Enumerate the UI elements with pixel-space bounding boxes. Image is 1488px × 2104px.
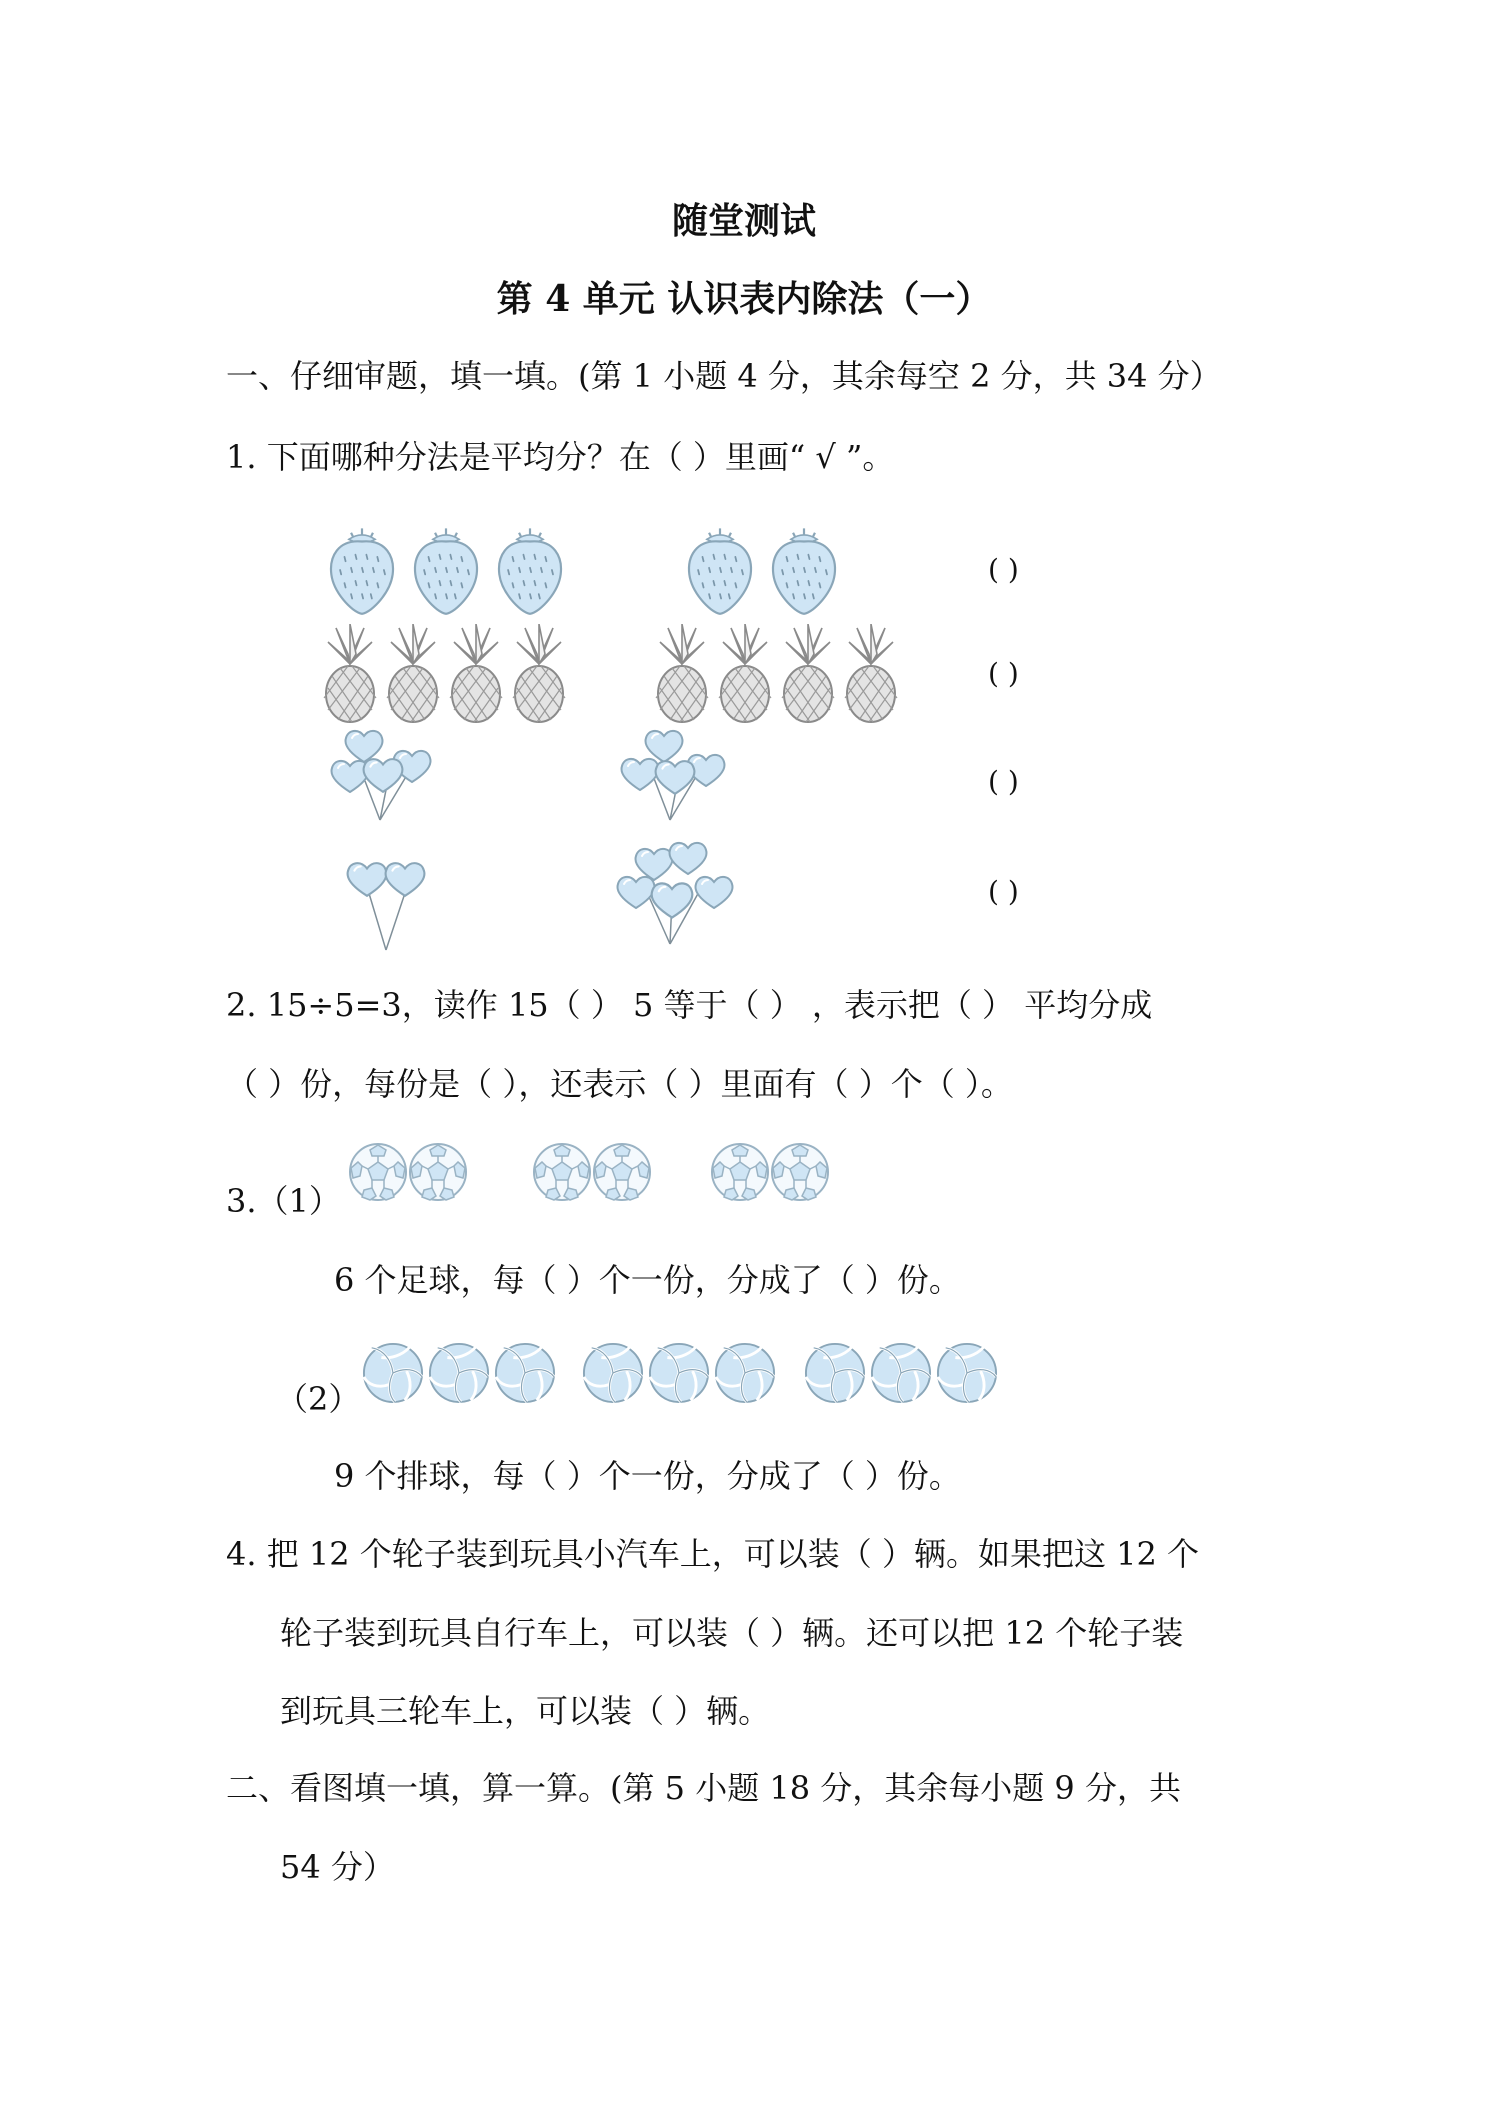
- question-3-part-1-label: 3.（1）: [226, 1182, 341, 1220]
- page-title: 随堂测试: [671, 200, 816, 242]
- soccer-ball-icon: [592, 1142, 652, 1202]
- volleyball-icon: [648, 1342, 710, 1404]
- volleyball-icon: [428, 1342, 490, 1404]
- volleyball-icon: [870, 1342, 932, 1404]
- volleyball-icon: [936, 1342, 998, 1404]
- heart-balloon-icon: [330, 728, 440, 838]
- soccer-ball-icon: [770, 1142, 830, 1202]
- question-3-part-2-label: （2）: [276, 1380, 361, 1418]
- q1-row-strawberries: [0, 520, 1488, 620]
- pineapple-icon: [654, 624, 710, 724]
- question-4-line-2: 轮子装到玩具自行车上，可以装（ ）辆。还可以把 12 个轮子装: [280, 1614, 1184, 1652]
- pineapple-icon: [322, 624, 378, 724]
- volleyball-icon: [714, 1342, 776, 1404]
- heart-balloon-icon: [620, 728, 730, 838]
- question-2-line-2: （ ）份，每份是（ ），还表示（ ）里面有（ ）个（ ）。: [226, 1065, 1013, 1103]
- volleyball-groups: [362, 1342, 1002, 1406]
- balloon-bunch-right: [616, 840, 736, 952]
- pineapple-icon: [717, 624, 773, 724]
- soccer-ball-icon: [532, 1142, 592, 1202]
- answer-bracket[interactable]: ( ): [988, 875, 1019, 908]
- soccer-ball-icon: [710, 1142, 770, 1202]
- strawberry-icon: [494, 524, 566, 616]
- balloon-bunch-right: [620, 728, 730, 838]
- answer-bracket[interactable]: ( ): [988, 553, 1019, 586]
- strawberry-icon: [326, 524, 398, 616]
- pineapple-icon: [511, 624, 567, 724]
- pineapple-icon: [385, 624, 441, 724]
- unit-subtitle: 第 4 单元 认识表内除法（一）: [496, 278, 992, 320]
- answer-bracket[interactable]: ( ): [988, 657, 1019, 690]
- q1-row-balloons-a: [0, 728, 1488, 838]
- question-1-prompt: 1. 下面哪种分法是平均分？在（ ）里画“ √ ”。: [226, 438, 895, 476]
- heart-balloon-icon: [616, 840, 736, 952]
- q1-row-balloons-b: [0, 840, 1488, 952]
- volleyball-icon: [804, 1342, 866, 1404]
- section-two-heading-line-1: 二、看图填一填，算一算。(第 5 小题 18 分，其余每小题 9 分，共: [226, 1769, 1181, 1807]
- strawberry-icon: [768, 524, 840, 616]
- section-one-heading: 一、仔细审题，填一填。(第 1 小题 4 分，其余每空 2 分，共 34 分）: [226, 357, 1222, 395]
- balloon-bunch-left: [346, 840, 436, 952]
- q1-row-pineapples: [0, 624, 1488, 730]
- soccer-ball-icon: [348, 1142, 408, 1202]
- strawberry-icon: [410, 524, 482, 616]
- soccer-ball-icon: [408, 1142, 468, 1202]
- pineapple-icon: [843, 624, 899, 724]
- answer-bracket[interactable]: ( ): [988, 765, 1019, 798]
- question-4-line-1: 4. 把 12 个轮子装到玩具小汽车上，可以装（ ）辆。如果把这 12 个: [226, 1535, 1200, 1573]
- question-3-part-1-text: 6 个足球，每（ ）个一份，分成了（ ）份。: [334, 1261, 961, 1299]
- strawberry-icon: [684, 524, 756, 616]
- volleyball-icon: [494, 1342, 556, 1404]
- pineapple-icon: [780, 624, 836, 724]
- question-3-part-2-text: 9 个排球，每（ ）个一份，分成了（ ）份。: [334, 1457, 961, 1495]
- section-two-heading-line-2: 54 分）: [280, 1848, 395, 1886]
- soccer-ball-groups: [348, 1142, 838, 1206]
- pineapple-icon: [448, 624, 504, 724]
- balloon-bunch-left: [330, 728, 440, 838]
- question-4-line-3: 到玩具三轮车上，可以装（ ）辆。: [280, 1692, 771, 1730]
- volleyball-icon: [582, 1342, 644, 1404]
- volleyball-icon: [362, 1342, 424, 1404]
- question-2-line-1: 2. 15÷5=3，读作 15（ ） 5 等于（ ） ，表示把（ ） 平均分成: [226, 986, 1153, 1024]
- heart-balloon-icon: [346, 860, 436, 960]
